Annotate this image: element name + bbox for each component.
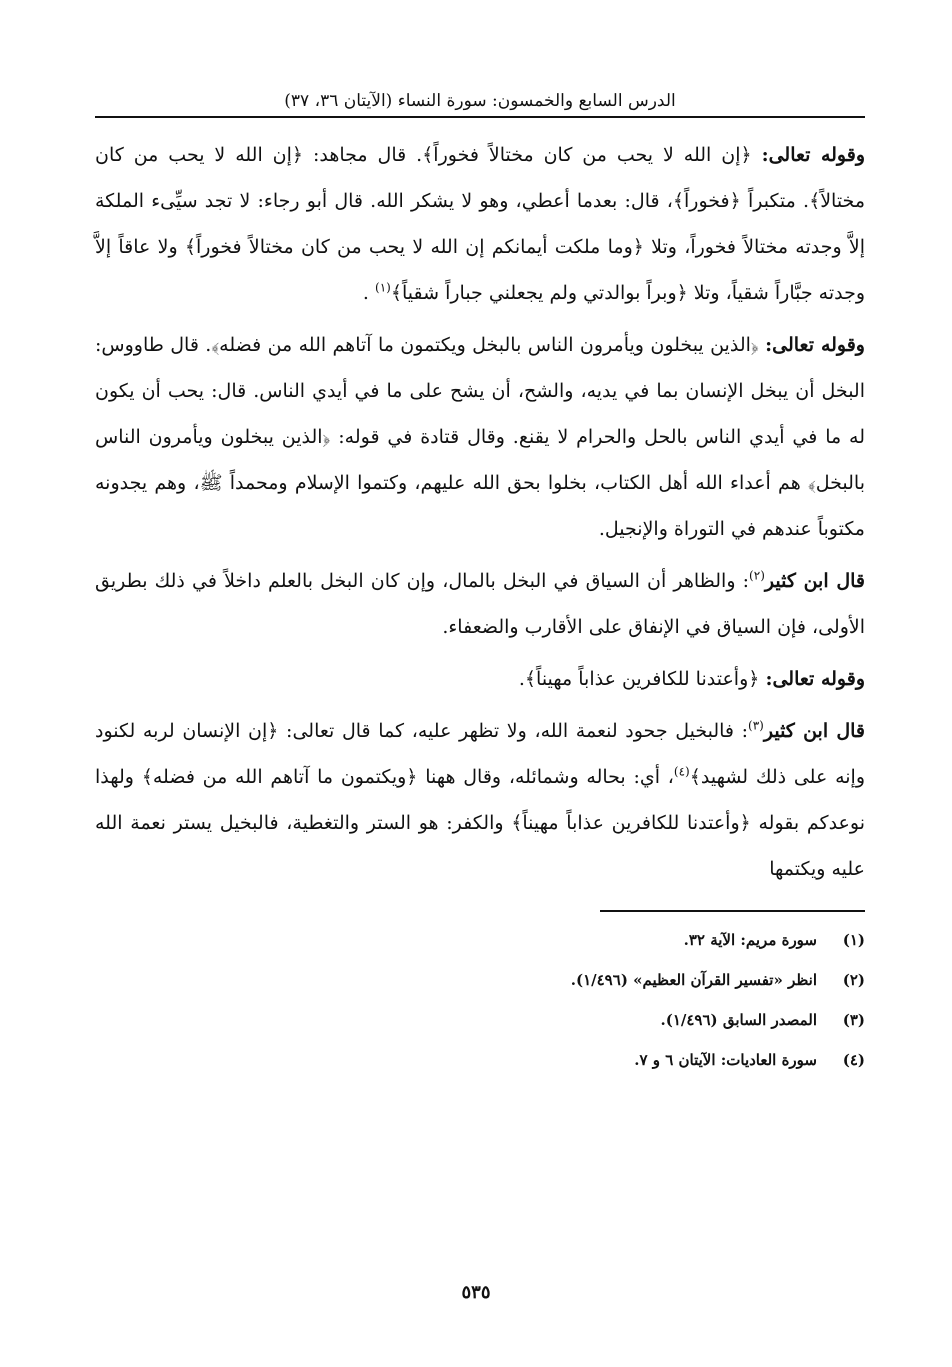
paragraph-text-continued: ، أي: بحاله وشمائله، وقال ههنا ﴿ويكتمون ما آتاهم الله من فضله﴾ ولهذا نوعدكم بقوله ﴿وأعتدنا للكافرين عذاباً مهيناً﴾ والكفر: هو الستر والتغطية، فالبخيل يستر نعمة الله عليه ويكتمها (95, 766, 865, 880)
paragraph-text: ﴿الذين يبخلون ويأمرون الناس بالبخل ويكتمون ما آتاهم الله من فضله﴾. قال طاووس: البخل أن يبخل الإنسان بما في يديه، والشح، أن يشح على ما في أيدي الناس. قال: يحب أن يكون له ما في أيدي الناس بالحل والحرام لا يقنع. وقال قتادة في قوله: ﴿الذين يبخلون ويأمرون الناس بالبخل﴾ هم أعداء الله أهل الكتاب، بخلوا بحق الله عليهم، وكتموا الإسلام ومحمداً ﷺ، وهم يجدونه مكتوباً عندهم في التوراة والإنجيل. (95, 334, 865, 540)
footnote-rule (600, 910, 865, 912)
footnote-text: المصدر السابق (١/٤٩٦). (660, 1011, 817, 1029)
footnote-number: (٢) (842, 971, 865, 989)
paragraph-1 (95, 132, 865, 316)
paragraph-5 (95, 708, 865, 892)
paragraph-lead: وقوله تعالى: (765, 334, 865, 356)
footnote-text: سورة مريم: الآية ٣٢. (683, 931, 817, 949)
footnote-ref: (١) (375, 280, 391, 295)
page (95, 88, 865, 1080)
footnote-ref: (٢) (749, 568, 765, 583)
paragraph-end: . (362, 282, 369, 304)
footnote-ref: (٣) (748, 718, 764, 733)
footnote-2 (95, 960, 865, 1000)
running-header: الدرس السابع والخمسون: سورة النساء (الآيتان ٣٦، ٣٧) (284, 91, 676, 111)
paragraph-4 (95, 656, 865, 702)
footnotes (95, 920, 865, 1080)
paragraph-2 (95, 322, 865, 552)
footnote-number: (٣) (842, 1011, 865, 1029)
paragraph-text: ﴿إن الله لا يحب من كان مختالاً فخوراً﴾. قال مجاهد: ﴿إن الله لا يحب من كان مختالاً﴾. متكبراً ﴿فخوراً﴾، قال: بعدما أعطي، وهو لا يشكر الله. قال أبو رجاء: لا تجد سيِّىء الملكة إلاَّ وجدته مختالاً فخوراً، وتلا ﴿وما ملكت أيمانكم إن الله لا يحب من كان مختالاً فخوراً﴾ ولا عاقاً إلاَّ وجدته جبَّاراً شقياً، وتلا ﴿وبراً بوالدتي ولم يجعلني جباراً شقياً﴾ (95, 144, 865, 304)
paragraph-lead: قال ابن كثير (763, 720, 865, 742)
footnote-3 (95, 1000, 865, 1040)
page-number: ٥٣٥ (461, 1282, 491, 1303)
footnote-1 (95, 920, 865, 960)
footnote-text: انظر «تفسير القرآن العظيم» (١/٤٩٦). (570, 971, 817, 989)
footnote-number: (١) (842, 931, 865, 949)
paragraph-3 (95, 558, 865, 650)
paragraph-lead: وقوله تعالى: (765, 668, 865, 690)
header-rule (95, 116, 865, 118)
footnote-ref: (٤) (673, 764, 690, 779)
paragraph-lead: قال ابن كثير (764, 570, 866, 592)
body-text (95, 132, 865, 892)
footnote-4 (95, 1040, 865, 1080)
paragraph-text: : والظاهر أن السياق في البخل بالمال، وإن كان البخل بالعلم داخلاً في ذلك بطريق الأولى، فإن السياق في الإنفاق على الأقارب والضعفاء. (95, 570, 865, 638)
paragraph-text: ﴿وأعتدنا للكافرين عذاباً مهيناً﴾. (518, 668, 760, 690)
paragraph-text: : فالبخيل جحود لنعمة الله، ولا تظهر عليه، كما قال تعالى: ﴿إن الإنسان لربه لكنود وإنه على ذلك لشهيد﴾ (95, 720, 865, 788)
paragraph-lead: وقوله تعالى: (761, 144, 865, 166)
footnote-number: (٤) (842, 1051, 865, 1069)
footnote-text: سورة العاديات: الآيتان ٦ و ٧. (634, 1051, 817, 1069)
